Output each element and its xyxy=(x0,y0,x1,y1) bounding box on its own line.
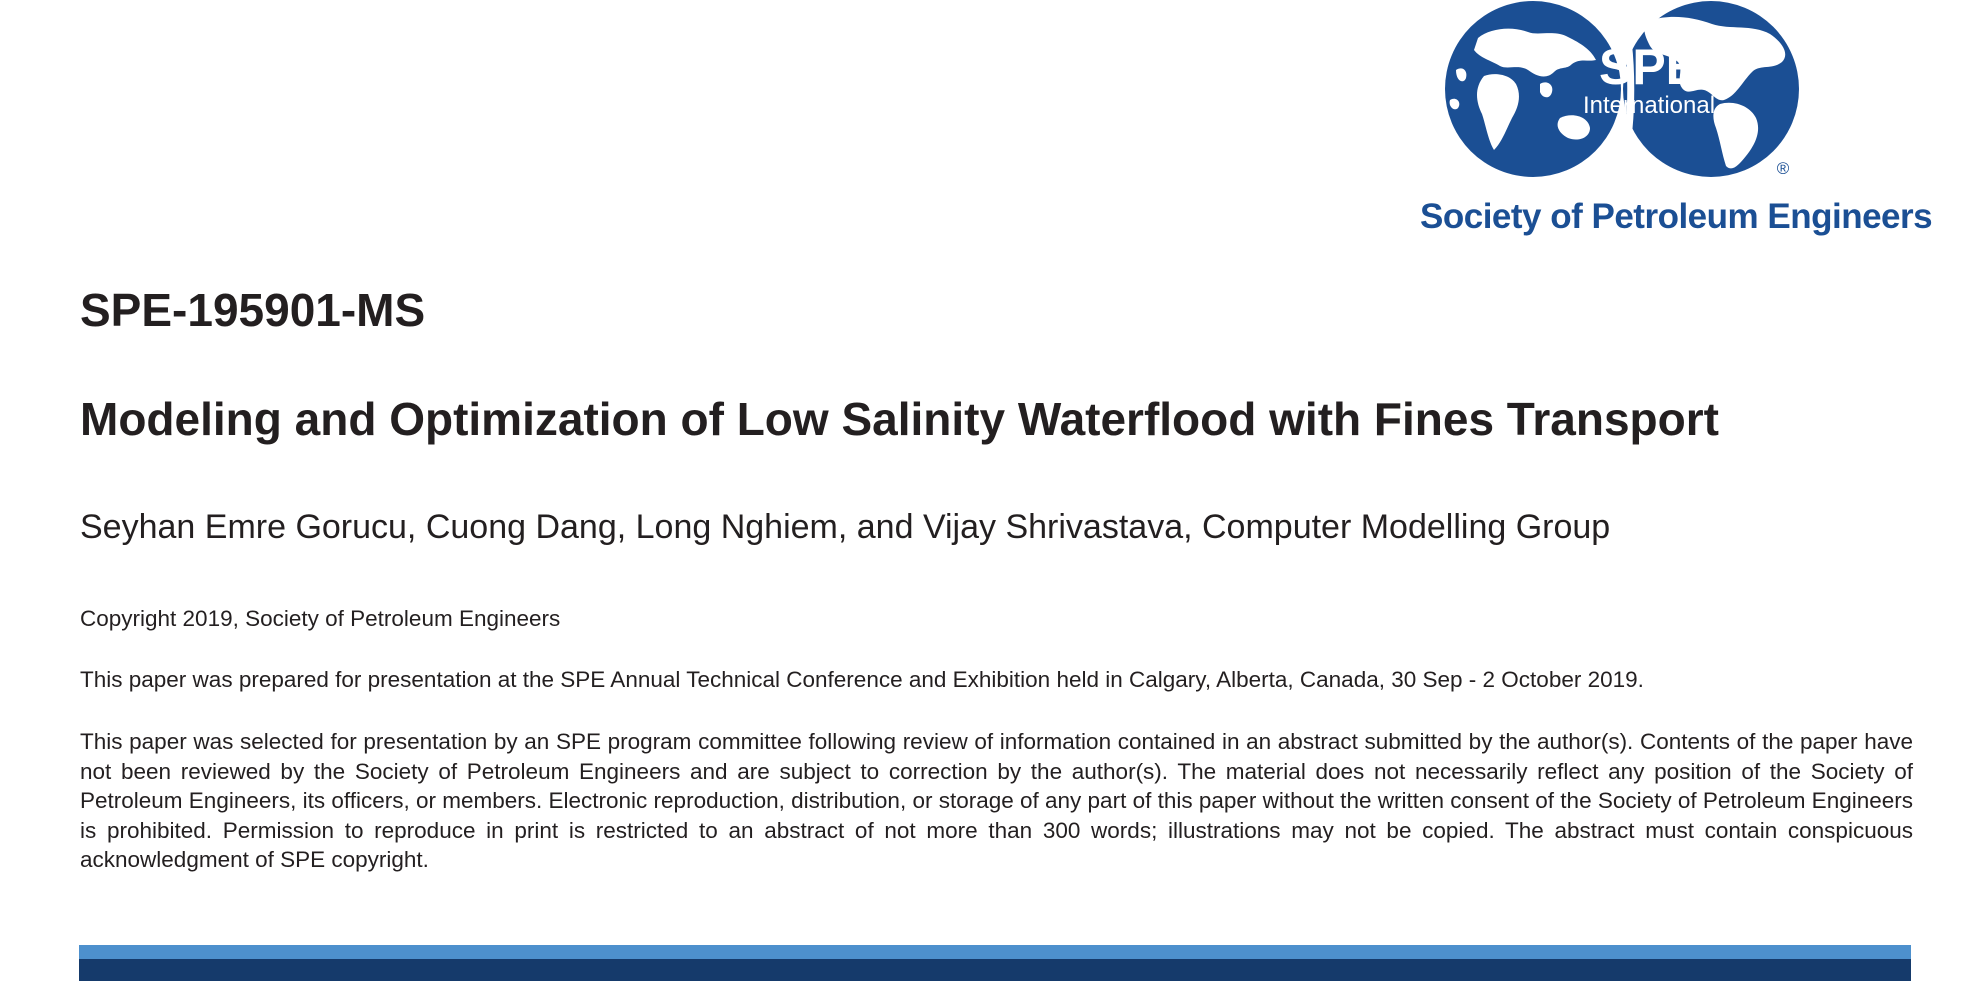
society-name: Society of Petroleum Engineers xyxy=(1420,197,1933,236)
paper-title: Modeling and Optimization of Low Salinity Waterflood with Fines Transport xyxy=(80,393,1719,445)
copyright-notice: Copyright 2019, Society of Petroleum Engineers xyxy=(80,606,561,631)
author-list: Seyhan Emre Gorucu, Cuong Dang, Long Nghiem, and Vijay Shrivastava, Computer Modelling Group xyxy=(80,508,1611,546)
footer-rule-dark xyxy=(79,959,1911,981)
paper-number: SPE-195901-MS xyxy=(80,284,426,336)
presentation-note: This paper was prepared for presentation at the SPE Annual Technical Conference and Exhibition held in Calgary, Alberta, Canada, 30 Sep - 2 October 2019. xyxy=(80,667,1644,692)
globe-icon xyxy=(1420,0,1900,200)
spe-logo xyxy=(1420,0,1933,250)
registered-mark: ® xyxy=(1776,159,1790,178)
footer-rule-light xyxy=(79,945,1911,959)
logo-acronym: SPE xyxy=(1598,39,1700,95)
logo-subtitle: International xyxy=(1582,92,1716,119)
disclaimer-paragraph: This paper was selected for presentation by an SPE program committee following review of information contained in an abstract submitted by the author(s). Contents of the paper have not been reviewed by the Society of Petroleum Engineers and are subject to correction by the author(s). The material does not necessarily reflect any position of the Society of Petroleum Engineers, its officers, or members. Electronic reproduction, distribution, or storage of any part of this paper without the written consent of the Society of Petroleum Engineers is prohibited. Permission to reproduce in print is restricted to an abstract of not more than 300 words; illustrations may not be copied. The abstract must contain conspicuous acknowledgment of SPE copyright. xyxy=(80,729,1914,872)
